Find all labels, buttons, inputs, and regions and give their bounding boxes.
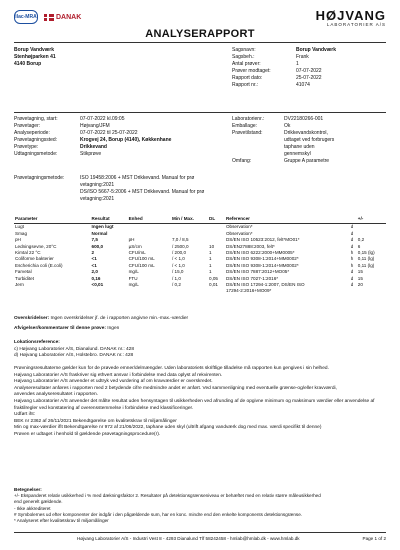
disclaimer-line: Prøven er udtaget i henhold til gældende prøvetagningsprocedure(r).: [14, 431, 161, 437]
table-cell: 0,01: [209, 282, 218, 288]
lab-info-value: DV22180266-001: [284, 116, 324, 122]
table-cell: [128, 224, 171, 231]
report-disclaimer: [14, 366, 386, 439]
lab-info-value: Drikkevandskontrol,: [284, 130, 328, 136]
table-cell: Ingen lugt: [91, 224, 114, 230]
sampling-label: Prøvetager:: [14, 123, 41, 129]
table-cell: [208, 224, 225, 231]
case-info-label: Antal prøver:: [232, 61, 261, 67]
table-row: [14, 288, 386, 294]
table-cell: [357, 224, 386, 231]
table-cell: d: [350, 243, 354, 249]
table-cell: DS/EN ISO 7887:2012+MO05*: [225, 269, 290, 275]
table-cell: / < 1,0: [171, 256, 185, 262]
table-cell: DS/EN ISO 6222:2000+MM0005*: [225, 250, 295, 256]
column-header: [350, 216, 357, 224]
table-cell: 2: [91, 250, 95, 256]
table-cell: [357, 288, 386, 294]
column-header: +/-: [357, 216, 386, 224]
table-cell: DS/EN ISO 7027-1:2016*: [225, 275, 279, 281]
table-cell: 0,16: [91, 275, 101, 281]
lab-info: [232, 116, 384, 165]
table-cell: Coliforme bakterier: [15, 256, 54, 262]
footer: [14, 536, 386, 541]
table-cell: 6: [357, 243, 361, 249]
legend-line: +/- Ekspanderet relativ usikkerhed i % med dækningsfaktor 2. Resultater på detektionsgrænseniveau er behæftet med en relativ større måleusikkerhed: [14, 493, 321, 499]
disclaimer-line: Prøvningsresultaterne gælder kun for de prøvede emner/delmængder. Uden laboratoriets skriftlige tilladelse må rapporten kun gengives i sin helhed.: [14, 366, 329, 371]
table-cell: DS/EN ISO 9308-1:2014+MM0002*: [225, 262, 299, 268]
legend-line: end generelt gældende.: [14, 499, 63, 505]
table-cell: <1: [91, 256, 97, 262]
table-cell: DS/EN ISO 17294-1:2007, DS/EN ISO: [225, 282, 305, 288]
table-cell: Lugt: [15, 224, 24, 230]
table-cell: / 15,0: [171, 269, 184, 275]
table-cell: / 0,2: [171, 282, 181, 288]
table-cell: Farvetal: [15, 269, 32, 275]
legend-line: - Ikke akkrediteret: [14, 505, 51, 511]
case-info-value: 07-07-2022: [296, 68, 322, 74]
column-header: Parameter: [14, 216, 91, 224]
table-cell: pH: [128, 237, 135, 243]
table-cell: [91, 288, 128, 294]
exceedances-label: Overskridelser:: [14, 316, 50, 321]
column-header: Enhed: [128, 216, 171, 224]
table-cell: [350, 288, 357, 294]
disclaimer-line: anvendes analyseresultatet i rapporten.: [14, 392, 98, 398]
lab-info-label: [232, 137, 284, 144]
table-cell: 10: [209, 243, 215, 249]
case-info-label: Sagsbeh.:: [232, 54, 255, 60]
danak-logo-text: DANAK: [56, 13, 82, 21]
disclaimer-line: Min og max-værdier iflt Bekendtgørelse nr 972 af 21/06/2022, taphane uden skyl (ultrift afgang vandværk dog med max. værdi specifikt til denne): [14, 425, 322, 431]
case-info-label: Sagsnavn:: [232, 47, 256, 53]
remarks-label: Afvigelser/kommentarer til denne prøve:: [14, 326, 106, 331]
table-cell: 0,2: [357, 237, 365, 243]
method-line: vetagning:2021: [80, 182, 115, 188]
hojvang-logo-sub: LABORATORIER A/S: [326, 22, 386, 27]
sampling-label: Udtagningsmetode:: [14, 151, 58, 157]
exceedances-text: Ingen overskridelser jf. de i rapporten angivne min.-max.-værdier: [49, 316, 189, 321]
method-line: DS/ISO 5667-5:2006 + MST Drikkevand. Manual for prø: [80, 189, 205, 195]
disclaimer-line: Højvang Laboratorier A/S anvender et udtryk ved vurdering af om kravværdier er overskredet.: [14, 379, 213, 385]
table-cell: Turbiditet: [15, 275, 34, 281]
sampling-value: Drikkevand: [80, 144, 107, 150]
table-cell: Observation*: [225, 224, 253, 230]
ilac-logo: ilac-MRA: [14, 10, 38, 24]
legend-line: # Symbolernes ud efter komponenter der indgår i den pågældende sum, har en konc. mindre end den enkelte komponents detektionsgrænse.: [14, 511, 303, 517]
table-cell: [128, 288, 171, 294]
title-rule: [14, 42, 386, 43]
table-cell: Ledningsevne, 20°C: [15, 243, 57, 249]
table-cell: [171, 288, 208, 294]
location-reference: [14, 340, 386, 360]
disclaimer-line: BEK nr 2362 af 26/11/2021 Bekendtgørelse om kvalitetskrav til miljømålinger: [14, 418, 177, 424]
sampling-method: [14, 175, 260, 203]
table-cell: Kimtal 22 °C: [15, 250, 41, 256]
remarks-text: Ingen: [105, 326, 120, 331]
sampling-label: Prøvetype:: [14, 144, 39, 150]
case-info-value: Borup Vandværk: [296, 47, 337, 53]
table-cell: 1: [209, 262, 212, 268]
footer-address: Højvang Laboratorier A/S - Industri Vest 8 - 4293 Dianalund Tlf 58242458 - hmlab@hmlab.dk - www.hmlab.dk: [76, 536, 300, 541]
method-label: Prøvetagningsmetode:: [14, 175, 65, 181]
table-cell: [171, 224, 208, 231]
table-cell: Jern: [15, 282, 24, 288]
table-cell: h: [350, 250, 354, 256]
table-cell: d: [350, 224, 354, 230]
remarks-note: [14, 326, 386, 333]
column-header: Referencer: [225, 216, 350, 224]
table-cell: d: [350, 275, 354, 281]
table-cell: / 1,0: [171, 275, 181, 281]
hojvang-logo-name: HØJVANG: [315, 8, 386, 23]
legend-line: * Analyseret efter kvalitetskrav til miljømålinger: [14, 518, 109, 524]
danak-flag-icon: [44, 14, 54, 21]
sampling-value: Krogvej 24, Borup (4140), Køkkenhane: [80, 137, 172, 143]
exceedances-note: [14, 316, 386, 323]
table-cell: h: [350, 262, 354, 268]
table-cell: 7,0 / 8,5: [171, 237, 189, 243]
location-line: c) Højvang Laboratorier A/S, Dianalund. DANAK nr.: 428: [14, 346, 134, 352]
table-cell: 1: [209, 250, 212, 256]
table-cell: mg/L: [128, 282, 139, 288]
table-cell: 7,5: [91, 237, 98, 243]
results-table: [14, 216, 386, 295]
table-cell: DS/EN27888:2003, felt*: [225, 243, 275, 249]
table-cell: / 200,0: [171, 250, 187, 256]
case-info-label: Rapport dato:: [232, 75, 263, 81]
table-cell: 600,0: [91, 243, 104, 249]
table-cell: 1: [209, 269, 212, 275]
table-cell: 2,0: [91, 269, 98, 275]
disclaimer-line: Højvang Laboratorier A/S anvender det målte resultat uden hensyntagen til usikkerheden ved afrunding af de opgivne minimum og maksimum værdier eller anvendelse af: [14, 398, 375, 404]
column-header: Min / Max.: [171, 216, 208, 224]
table-cell: Observation*: [225, 230, 253, 236]
address-line-1: Borup Vandværk: [14, 47, 55, 53]
lab-info-value: Gruppe A parametre: [284, 158, 330, 164]
table-cell: h: [350, 256, 354, 262]
table-row: [14, 224, 386, 231]
table-cell: DS/EN ISO 9308-1:2014+MM0002*: [225, 256, 299, 262]
table-cell: d: [350, 282, 354, 288]
table-cell: CFU/mL: [128, 250, 146, 256]
table-cell: Smag: [15, 230, 28, 236]
table-cell: pH: [15, 237, 21, 243]
table-cell: µS/cm: [128, 243, 142, 249]
accreditation-logos: [14, 10, 81, 24]
hojvang-logo: [316, 8, 386, 27]
table-cell: 0,11 (lg): [357, 256, 375, 262]
results-header-row: [14, 216, 386, 224]
table-cell: <1: [91, 262, 97, 268]
table-cell: / < 1,0: [171, 262, 185, 268]
table-cell: 15: [357, 269, 363, 275]
sampling-label: Analyseperiode:: [14, 130, 50, 136]
method-line: ISO 19458:2006 + MST Drikkevand. Manual for prø: [80, 175, 195, 181]
table-cell: d: [350, 230, 354, 236]
disclaimer-line: Højvang Laboratorier A/S fraskriver sig ethvert ansvar i forbindelse med data oplyst af rekvirenten.: [14, 372, 223, 378]
table-cell: FTU: [128, 275, 138, 281]
table-cell: CFU/100 mL: [128, 262, 155, 268]
legend: [14, 487, 386, 524]
lab-info-label: Omfang:: [232, 158, 252, 164]
table-cell: 0,15 (lg): [357, 250, 375, 256]
report-title: ANALYSERAPPORT: [145, 28, 255, 40]
table-cell: <0,01: [91, 282, 104, 288]
disclaimer-line: Analyseresultater anføres i rapporten med 2 betydende cifre medmindre andet er anført. Ved sammenligning med eventuelle grænse-og/eller kravværdi,: [14, 385, 337, 391]
table-cell: d: [350, 237, 354, 243]
lab-info-value: taphane uden: [284, 144, 315, 150]
disclaimer-line: Udført iht:: [14, 412, 36, 418]
sampling-value: Stikprøve: [80, 151, 102, 157]
lab-info-label: Prøvetilstand:: [232, 130, 263, 136]
column-header: Resultat: [91, 216, 128, 224]
column-header: DL: [208, 216, 225, 224]
table-cell: 20: [357, 282, 363, 288]
lab-info-value: gennemskyl: [284, 151, 311, 157]
lab-info-label: [232, 151, 284, 158]
table-cell: mg/L: [128, 269, 139, 275]
disclaimer-line: fraktilregler ved konstatering af overensstemmelse i forbindelse med klassificeringer.: [14, 405, 194, 411]
results-body: [14, 224, 386, 295]
table-cell: 15: [357, 275, 363, 281]
lab-info-value: Ok: [284, 123, 291, 129]
footer-rule: [14, 532, 386, 533]
location-line: d) Højvang Laboratorier A/S, Holstebro. DANAK nr.: 428: [14, 353, 134, 359]
case-info-value: Frank: [296, 54, 309, 60]
danak-logo: [44, 14, 81, 21]
case-info: [232, 47, 386, 89]
table-cell: / 2500,0: [171, 243, 189, 249]
sampling-rule: [14, 112, 386, 113]
sampling-label: Prøvetagning, start:: [14, 116, 58, 122]
sampling-value: Højvang/JFM: [80, 123, 110, 129]
sampling-label: Prøvetagningssted:: [14, 137, 58, 143]
lab-info-label: [232, 144, 284, 151]
case-info-value: 41074: [296, 82, 310, 88]
table-cell: Escherichia coli (E.coli): [15, 262, 63, 268]
address-line-3: 4140 Borup: [14, 61, 42, 67]
method-value: [80, 175, 260, 203]
case-info-label: Rapport nr.:: [232, 82, 259, 88]
legend-title: Betegnelser:: [14, 487, 42, 492]
table-cell: 0,11 (lg): [357, 262, 375, 268]
table-cell: 0,05: [209, 275, 218, 281]
table-cell: CFU/100 mL: [128, 256, 155, 262]
table-cell: DS/EN ISO 10523:2012, felt*MO01*: [225, 237, 300, 243]
legend-lines: [14, 493, 386, 524]
location-reference-label: Lokationsreference:: [14, 340, 60, 345]
table-cell: [208, 288, 225, 294]
lab-info-label: Emballage:: [232, 123, 258, 129]
footer-page-number: Page 1 of 2: [362, 536, 386, 541]
lab-info-value: udtaget ved forbrugers: [284, 137, 335, 143]
case-info-value: 1: [296, 61, 299, 67]
lab-info-label: Laboratorienr.:: [232, 116, 265, 122]
table-cell: [14, 288, 91, 294]
table-cell: Normal: [91, 230, 108, 236]
address-line-2: Stenhøjparken 41: [14, 54, 56, 60]
table-cell: d: [350, 269, 354, 275]
table-cell: 17294-2:2016+MO09*: [225, 288, 272, 294]
case-info-label: Prøver modtaget:: [232, 68, 271, 74]
table-cell: 1: [209, 256, 212, 262]
case-info-value: 25-07-2022: [296, 75, 322, 81]
customer-address: [14, 47, 56, 68]
sampling-value: 07-07-2022 kl.09:05: [80, 116, 125, 122]
method-line: vetagning:2021: [80, 196, 115, 202]
sampling-info: [14, 116, 210, 158]
sampling-value: 07-07-2022 til 25-07-2022: [80, 130, 138, 136]
